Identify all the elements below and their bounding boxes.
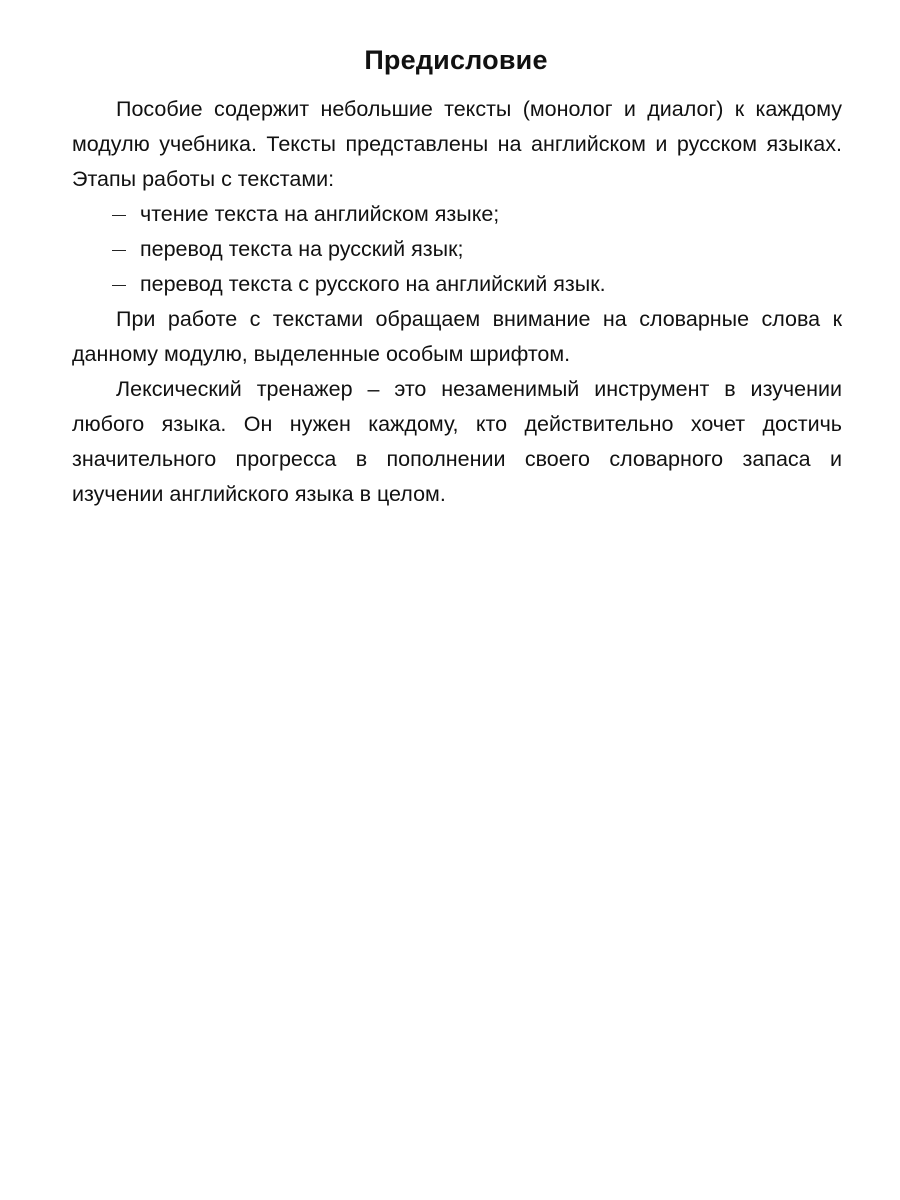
list-item (72, 267, 842, 302)
vocabulary-paragraph: При работе с текстами обращаем внимание на словарные слова к данному модулю, выделенные особым шрифтом. (72, 307, 842, 366)
list-item (72, 197, 842, 232)
list-item-text: перевод текста с русского на английский язык. (140, 272, 606, 296)
work-stages-list (72, 197, 842, 302)
dash-marker: — (112, 276, 126, 292)
trainer-paragraph: Лексический тренажер – это незаменимый инструмент в изучении любого языка. Он нужен каждому, кто действительно хочет достичь значительного прогресса в пополнении своего словарного запаса и изучении английского языка в целом. (72, 377, 842, 506)
dash-marker: — (112, 241, 126, 257)
list-item (72, 232, 842, 267)
list-item-text: перевод текста на русский язык; (140, 237, 464, 261)
intro-paragraph: Пособие содержит небольшие тексты (монолог и диалог) к каждому модулю учебника. Тексты представлены на английском и русском языках. Этапы работы с текстами: (72, 97, 842, 191)
dash-marker: — (112, 206, 126, 222)
document-body (72, 92, 842, 512)
list-item-text: чтение текста на английском языке; (140, 202, 500, 226)
page-title: Предисловие (364, 45, 548, 75)
